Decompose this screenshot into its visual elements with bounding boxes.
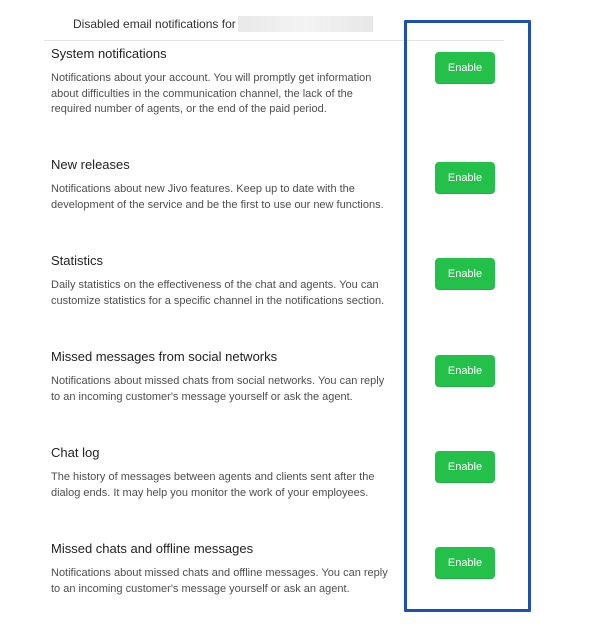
enable-button-new-releases[interactable]: Enable: [435, 162, 495, 194]
section-missed-social-messages: [51, 349, 396, 405]
enable-button-chat-log[interactable]: Enable: [435, 451, 495, 483]
section-title: New releases: [51, 157, 130, 172]
section-description: Notifications about missed chats and offline messages. You can reply to an incoming customer's message yourself or ask an agent.: [51, 567, 388, 595]
disabled-notifications-banner: [73, 14, 373, 34]
divider: [44, 40, 504, 41]
redacted-email: [238, 16, 373, 32]
section-description: Daily statistics on the effectiveness of the chat and agents. You can customize statistics for a specific channel in the notifications section.: [51, 279, 385, 307]
section-description: Notifications about new Jivo features. Keep up to date with the development of the service and be the first to use our new functions.: [51, 183, 384, 211]
section-title: Chat log: [51, 445, 100, 460]
section-system-notifications: [51, 46, 396, 118]
section-title: System notifications: [51, 46, 167, 61]
enable-button-missed-social-messages[interactable]: Enable: [435, 355, 495, 387]
enable-button-statistics[interactable]: Enable: [435, 258, 495, 290]
section-new-releases: [51, 157, 396, 213]
highlight-frame: [404, 20, 531, 612]
section-title: Missed chats and offline messages: [51, 541, 254, 556]
section-statistics: [51, 253, 396, 309]
section-description: Notifications about your account. You will promptly get information about difficulties in the communication channel, the lack of the required number of agents, or the end of the paid period.: [51, 72, 372, 115]
section-title: Missed messages from social networks: [51, 349, 278, 364]
section-description: Notifications about missed chats from social networks. You can reply to an incoming customer's message yourself or ask the agent.: [51, 375, 385, 403]
section-chat-log: [51, 445, 396, 501]
enable-button-system-notifications[interactable]: Enable: [435, 52, 495, 84]
section-missed-chats-offline: [51, 541, 396, 597]
section-title: Statistics: [51, 253, 104, 268]
section-description: The history of messages between agents and clients sent after the dialog ends. It may help you monitor the work of your employees.: [51, 471, 375, 499]
enable-button-missed-chats-offline[interactable]: Enable: [435, 547, 495, 579]
banner-text: Disabled email notifications for: [73, 17, 236, 31]
